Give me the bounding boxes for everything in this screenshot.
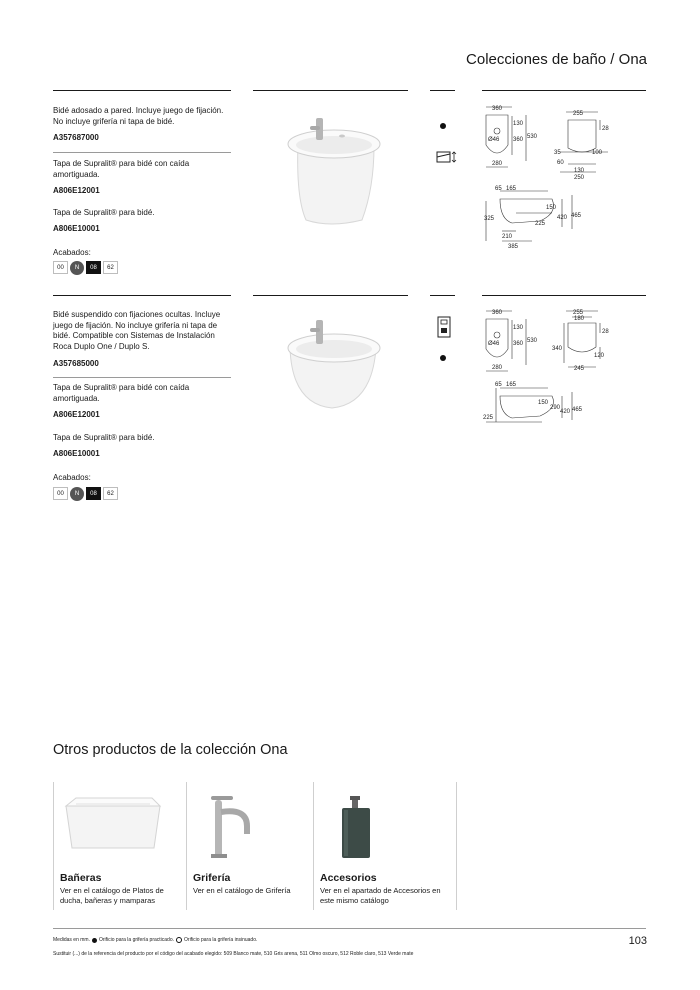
dimension-label: 465 bbox=[571, 213, 582, 219]
page-number: 103 bbox=[628, 935, 647, 947]
dimension-label: 280 bbox=[492, 161, 503, 167]
dimension-label: Ø46 bbox=[488, 341, 500, 347]
dimension-label: Ø46 bbox=[488, 137, 500, 143]
card-separator bbox=[456, 782, 457, 910]
dimension-label: 28 bbox=[602, 329, 609, 335]
accessory-code: A806E12001 bbox=[53, 186, 100, 195]
dimension-label: 360 bbox=[492, 106, 503, 112]
bathtub-image bbox=[62, 794, 164, 852]
card-separator bbox=[313, 782, 314, 910]
product-description: Bidé suspendido con fijaciones ocultas. Incluye juego de fijación. No incluye grifería ni tapa de bidé. Compatible con Sistemas de Instalación Roca Duplo One / Duplo S. bbox=[53, 310, 221, 351]
accessory-description: Tapa de Supralit® para bidé. bbox=[53, 208, 155, 217]
dimension-label: 420 bbox=[557, 215, 568, 221]
section-title: Otros productos de la colección Ona bbox=[53, 742, 288, 758]
dimension-label: 60 bbox=[557, 160, 564, 166]
dimension-label: 35 bbox=[554, 150, 561, 156]
card-text: Ver en el apartado de Accesorios en este mismo catálogo bbox=[320, 886, 441, 905]
product-card-baneras[interactable] bbox=[60, 782, 182, 910]
bidet-image bbox=[272, 312, 392, 417]
finish-swatch: 00 bbox=[53, 487, 68, 500]
divider bbox=[53, 90, 231, 91]
finish-swatch: 08 bbox=[86, 261, 101, 274]
divider bbox=[253, 295, 408, 296]
dimension-label: 225 bbox=[535, 221, 546, 227]
technical-drawing-front-view bbox=[552, 108, 632, 183]
divider bbox=[430, 90, 455, 91]
product-code: A357687000 bbox=[53, 133, 99, 142]
accessory-code: A806E12001 bbox=[53, 410, 100, 419]
dimension-label: 280 bbox=[492, 365, 503, 371]
hollow-dot-icon bbox=[176, 937, 182, 943]
finishes-label: Acabados: bbox=[53, 473, 91, 482]
footer-text: Medidas en mm. bbox=[53, 937, 90, 943]
dimension-label: 130 bbox=[513, 121, 524, 127]
accessory-code: A806E10001 bbox=[53, 449, 100, 458]
finish-swatch: 00 bbox=[53, 261, 68, 274]
accessory-description: Tapa de Supralit® para bidé. bbox=[53, 433, 155, 442]
dimension-label: 325 bbox=[484, 216, 495, 222]
dimension-label: 120 bbox=[594, 353, 605, 359]
dimension-label: 180 bbox=[574, 316, 585, 322]
dimension-label: 360 bbox=[513, 341, 524, 347]
dimension-label: 420 bbox=[560, 409, 571, 415]
finish-swatch: N bbox=[70, 487, 84, 501]
divider bbox=[53, 377, 231, 378]
divider bbox=[430, 295, 455, 296]
dimension-label: 360 bbox=[492, 310, 503, 316]
accessory-code: A806E10001 bbox=[53, 224, 100, 233]
dimension-label: 28 bbox=[602, 126, 609, 132]
dimension-label: 130 bbox=[513, 325, 524, 331]
accessory-description: Tapa de Supralit® para bidé con caída amortiguada. bbox=[53, 383, 190, 403]
dimension-label: 130 bbox=[574, 168, 585, 174]
dimension-label: 340 bbox=[552, 346, 563, 352]
black-dot-icon bbox=[440, 123, 446, 129]
technical-drawing-top-view bbox=[482, 307, 550, 377]
technical-drawing-front-view bbox=[552, 307, 632, 375]
dimension-label: 465 bbox=[572, 407, 583, 413]
related-products bbox=[53, 782, 457, 910]
product-description: Bidé adosado a pared. Incluye juego de fijación. No incluye grifería ni tapa de bidé. bbox=[53, 106, 224, 126]
dimension-label: 290 bbox=[550, 405, 561, 411]
technical-drawing-side-view bbox=[482, 183, 592, 253]
black-dot-icon bbox=[440, 355, 446, 361]
divider bbox=[53, 152, 231, 153]
card-title: Grifería bbox=[193, 872, 231, 884]
dimension-label: 150 bbox=[538, 400, 549, 406]
dimension-label: 165 bbox=[506, 186, 517, 192]
dimension-label: 385 bbox=[508, 244, 519, 250]
technical-drawing-side-view bbox=[482, 378, 592, 428]
finish-swatch: 62 bbox=[103, 261, 118, 274]
dimension-label: 360 bbox=[513, 137, 524, 143]
installation-frame-icon bbox=[437, 316, 451, 338]
technical-drawing-top-view bbox=[482, 103, 550, 173]
dimension-label: 100 bbox=[592, 150, 603, 156]
accessory-description: Tapa de Supralit® para bidé con caída amortiguada. bbox=[53, 159, 190, 179]
dimension-label: 530 bbox=[527, 338, 538, 344]
finish-swatch: N bbox=[70, 261, 84, 275]
card-title: Accesorios bbox=[320, 872, 377, 884]
divider bbox=[253, 90, 408, 91]
divider bbox=[482, 295, 646, 296]
card-text: Ver en el catálogo de Grifería bbox=[193, 886, 291, 895]
dimension-label: 65 bbox=[495, 382, 502, 388]
finish-swatch: 62 bbox=[103, 487, 118, 500]
footer-divider bbox=[53, 928, 646, 929]
product-code: A357685000 bbox=[53, 359, 99, 368]
soap-dispenser-image bbox=[338, 794, 378, 860]
product-card-accesorios[interactable] bbox=[320, 782, 452, 910]
footer-finish-codes: Sustituir (...) de la referencia del producto por el código del acabado elegido: 509 Blanco mate, 510 Gris arena, 511 Olmo oscuro, 512 Roble claro, 513 Verde mate bbox=[53, 951, 414, 957]
finishes-label: Acabados: bbox=[53, 248, 91, 257]
dimension-label: 250 bbox=[574, 175, 585, 181]
finish-swatch: 08 bbox=[86, 487, 101, 500]
dimension-label: 225 bbox=[483, 415, 494, 421]
product-card-griferia[interactable] bbox=[193, 782, 309, 910]
dimension-label: 150 bbox=[546, 205, 557, 211]
footer-legend bbox=[53, 937, 257, 943]
footer-text: Orificio para la grifería practicado. bbox=[98, 937, 175, 943]
divider bbox=[482, 90, 646, 91]
dimension-label: 165 bbox=[506, 382, 517, 388]
footer-text: Orificio para la grifería insinuado. bbox=[184, 937, 258, 943]
dimension-label: 255 bbox=[573, 111, 584, 117]
faucet-image bbox=[201, 790, 257, 860]
filled-dot-icon bbox=[92, 938, 97, 943]
dimension-label: 210 bbox=[502, 234, 513, 240]
card-separator bbox=[53, 782, 54, 910]
finish-swatches bbox=[53, 487, 118, 501]
finish-swatches bbox=[53, 261, 118, 275]
dimension-label: 245 bbox=[574, 366, 585, 372]
card-separator bbox=[186, 782, 187, 910]
page-title: Colecciones de baño / Ona bbox=[466, 51, 647, 68]
dimension-label: 255 bbox=[573, 310, 584, 316]
soft-close-icon bbox=[436, 150, 458, 164]
dimension-label: 65 bbox=[495, 186, 502, 192]
bidet-image bbox=[270, 108, 390, 233]
divider bbox=[53, 295, 231, 296]
card-text: Ver en el catálogo de Platos de ducha, bañeras y mamparas bbox=[60, 886, 164, 905]
dimension-label: 530 bbox=[527, 134, 538, 140]
card-title: Bañeras bbox=[60, 872, 102, 884]
